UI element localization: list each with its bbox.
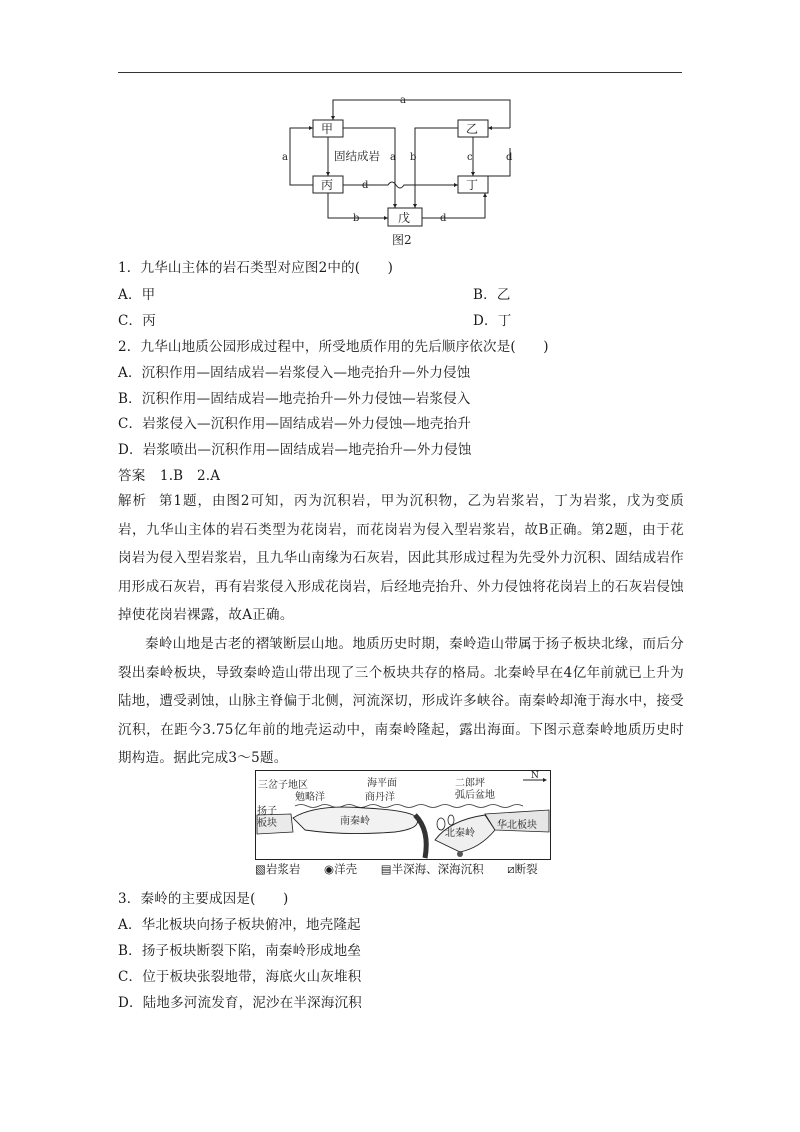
node-bing: 丙: [321, 178, 334, 192]
q2-stem: 2．九华山地质公园形成过程中，所受地质作用的先后顺序依次是( ): [118, 339, 549, 355]
edge-label-b-bottom: b: [353, 213, 360, 224]
edge-label-a-left: a: [282, 152, 288, 163]
legend-fault: ⧄断裂: [507, 862, 538, 876]
edge-label-c: c: [467, 152, 473, 163]
q1-options-row1: [118, 285, 688, 305]
edge-label-a-top: a: [400, 95, 406, 106]
label-huhou: 弧后盆地: [455, 790, 495, 801]
q1-option-c[interactable]: C．丙: [118, 313, 156, 329]
q1-option-b[interactable]: B．乙: [473, 287, 511, 303]
header-rule: [118, 72, 682, 73]
edge-label-d-right: d: [506, 152, 513, 163]
q2-option-b[interactable]: B．沉积作用—固结成岩—地壳抬升—外力侵蚀—岩浆侵入: [118, 391, 471, 407]
label-erlangping: 二郎坪: [455, 778, 485, 789]
q3-option-d[interactable]: D．陆地多河流发育，泥沙在半深海沉积: [118, 995, 362, 1011]
q1-stem: 1．九华山主体的岩石类型对应图2中的( ): [118, 260, 394, 276]
label-beiqinling: 北秦岭: [445, 828, 475, 839]
rock-cycle-svg: [270, 90, 530, 250]
analysis-label: 解析: [118, 493, 147, 509]
edge-top-a: [333, 100, 510, 128]
analysis-paragraph: [118, 487, 684, 630]
legend-oceanic-crust: ◉洋壳: [324, 862, 358, 876]
q1-option-a[interactable]: A．甲: [118, 287, 156, 303]
q1-options-row2: [118, 311, 688, 331]
label-north: N: [531, 771, 539, 781]
label-nanqinling: 南秦岭: [340, 816, 370, 827]
answer-text: 1.B 2.A: [159, 468, 221, 484]
edge-left-a: [290, 128, 313, 185]
label-yangzi-2: 板块: [257, 818, 277, 829]
figure2-caption: 图2: [392, 233, 412, 247]
edge-label-b-mid: b: [410, 152, 417, 163]
q3-option-c[interactable]: C．位于板块张裂地带，海底火山灰堆积: [118, 969, 362, 985]
q2-option-a[interactable]: A．沉积作用—固结成岩—岩浆侵入—地壳抬升—外力侵蚀: [118, 365, 471, 381]
node-wu: 戊: [398, 211, 411, 225]
label-mianlue: 勉略洋: [295, 792, 325, 803]
q2-option-c[interactable]: C．岩浆侵入—沉积作用—固结成岩—外力侵蚀—地壳抬升: [118, 416, 472, 432]
label-yangzi-1: 扬子: [257, 806, 277, 817]
label-sanchazi: 三岔子地区: [258, 780, 308, 791]
edge-label-a-mid: a: [390, 152, 396, 163]
label-haipingmian: 海平面: [367, 778, 397, 789]
answer-line: [118, 466, 688, 486]
label-shangdan: 商丹洋: [365, 792, 395, 803]
legend-deep-sea-sediment: ▤半深海、深海沉积: [380, 862, 484, 876]
edge-label-d-mid: d: [362, 180, 369, 191]
analysis-text: 第1题，由图2可知，丙为沉积岩，甲为沉积物，乙为岩浆岩，丁为岩浆，戊为变质岩，九华山主体的岩石类型为花岗岩，而花岗岩为侵入型岩浆岩，故B正确。第2题，由于花岗岩为侵入型岩浆岩，且九华山南缘为石灰岩，因此其形成过程为先受外力沉积、固结成岩作用形成石灰岩，再有岩浆侵入形成花岗岩，后经地壳抬升、外力侵蚀将花岗岩上的石灰岩侵蚀掉使花岗岩裸露，故A正确。: [118, 493, 684, 623]
q3-option-b[interactable]: B．扬子板块断裂下陷，南秦岭形成地垒: [118, 943, 362, 959]
q2-option-d[interactable]: D．岩浆喷出—沉积作用—固结成岩—地壳抬升—外力侵蚀: [118, 442, 472, 458]
q1-option-d[interactable]: D．丁: [473, 313, 512, 329]
node-ding: 丁: [466, 178, 479, 192]
passage-paragraph: 秦岭山地是古老的褶皱断层山地。地质历史时期，秦岭造山带属于扬子板块北缘，而后分裂出秦岭板块，导致秦岭造山带出现了三个板块共存的格局。北秦岭早在4亿年前就已上升为陆地，遭受剥蚀，山脉主脊偏于北侧，河流深切，形成许多峡谷。南秦岭却淹于海水中，接受沉积，在距今3.75亿年前的地壳运动中，南秦岭隆起，露出海面。下图示意秦岭地质历史时期构造。据此完成3～5题。: [118, 636, 684, 766]
rock-cycle-diagram: [270, 90, 530, 250]
node-jia: 甲: [321, 122, 334, 136]
answer-label: 答案: [118, 468, 146, 484]
edge-label-d-bottom: d: [440, 213, 447, 224]
edge-yi-wu: [415, 128, 458, 208]
label-huabei: 华北板块: [497, 820, 537, 831]
edge-jia-wu: [343, 128, 395, 208]
q3-stem: 3．秦岭的主要成因是( ): [118, 891, 289, 907]
edge-wu-ding: [422, 193, 485, 218]
process-label: 固结成岩: [334, 149, 380, 163]
figure3-legend: [255, 861, 558, 877]
q3-option-a[interactable]: A．华北板块向扬子板块俯冲，地壳隆起: [118, 917, 361, 933]
node-yi: 乙: [466, 122, 479, 136]
qinling-section-svg: [255, 770, 551, 860]
legend-magmatic: ▧岩浆岩: [255, 862, 301, 876]
edge-bing-ding: [343, 182, 458, 188]
qinling-section-diagram: [255, 770, 551, 860]
